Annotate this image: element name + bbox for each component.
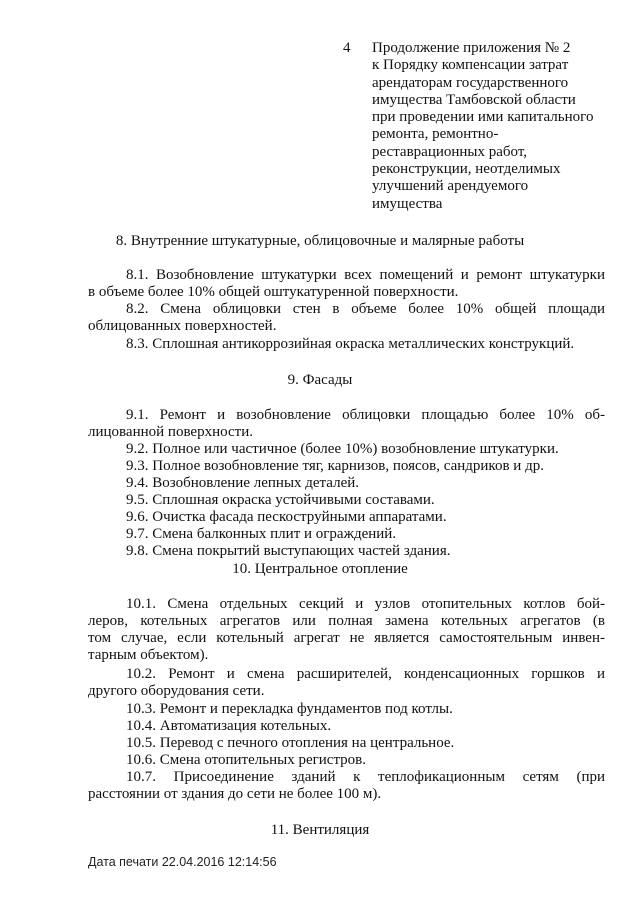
paragraph-9-1-line-2: лицованной поверхности. [88, 424, 253, 440]
paragraph-8-3: 8.3. Сплошная антикоррозийная окраска металлических конструкций. [126, 336, 575, 352]
paragraph-8-2-line-2: облицованных поверхностей. [88, 318, 277, 334]
paragraph-8-1 [88, 267, 605, 301]
header-line: реконструкции, неотделимых [372, 161, 561, 178]
header-line: имущества Тамбовской области [372, 91, 576, 108]
paragraph-10-7-line-1: 10.7. Присоединение зданий к теплофикационным сетям (при [126, 769, 605, 785]
paragraph-10-1-line-2: леров, котельных агрегатов или полная замена котельных агрегатов (в [88, 613, 605, 629]
paragraph-10-1-line-3: том случае, если котельный агрегат не является самостоятельным инвен- [88, 630, 605, 646]
appendix-header [372, 40, 622, 213]
paragraph-10-1 [88, 596, 605, 664]
paragraph-9-6: 9.6. Очистка фасада пескоструйными аппаратами. [126, 509, 447, 525]
paragraph-9-8: 9.8. Смена покрытий выступающих частей здания. [126, 543, 451, 559]
paragraph-8-2-line-1: 8.2. Смена облицовки стен в объеме более 10% общей площади [126, 301, 605, 317]
paragraph-9-1 [88, 407, 605, 441]
paragraph-9-1-line-1: 9.1. Ремонт и возобновление облицовки площадью более 10% об- [126, 407, 605, 423]
section-9-title: 9. Фасады [287, 372, 353, 388]
paragraph-10-1-line-4: тарным объектом). [88, 647, 209, 663]
paragraph-8-1-line-1: 8.1. Возобновление штукатурки всех помещений и ремонт штукатурки [126, 267, 605, 283]
paragraph-8-2 [88, 301, 605, 335]
header-line: улучшений арендуемого [372, 178, 529, 195]
paragraph-9-4: 9.4. Возобновление лепных деталей. [126, 475, 360, 491]
print-date-footer: Дата печати 22.04.2016 12:14:56 [88, 855, 277, 869]
paragraph-10-3: 10.3. Ремонт и перекладка фундаментов под котлы. [126, 701, 453, 717]
paragraph-10-5: 10.5. Перевод с печного отопления на центральное. [126, 735, 455, 751]
paragraph-9-5: 9.5. Сплошная окраска устойчивыми составами. [126, 492, 435, 508]
page-number: 4 [343, 40, 351, 56]
header-line: Продолжение приложения № 2 [372, 40, 571, 56]
header-line: при проведении ими капитального [372, 109, 594, 126]
paragraph-10-2-line-2: другого оборудования сети. [88, 683, 265, 699]
paragraph-9-2: 9.2. Полное или частичное (более 10%) возобновление штукатурки. [126, 441, 559, 457]
paragraph-10-2-line-1: 10.2. Ремонт и смена расширителей, конденсационных горшков и [126, 666, 605, 682]
header-line: имущества [372, 195, 443, 212]
section-8-title: 8. Внутренние штукатурные, облицовочные и малярные работы [115, 233, 525, 249]
paragraph-9-3: 9.3. Полное возобновление тяг, карнизов, поясов, сандриков и др. [126, 458, 544, 474]
header-line: реставрационных работ, [372, 143, 528, 160]
paragraph-9-7: 9.7. Смена балконных плит и ограждений. [126, 526, 397, 542]
paragraph-10-4: 10.4. Автоматизация котельных. [126, 718, 332, 734]
paragraph-10-7 [88, 769, 605, 803]
section-10-title: 10. Центральное отопление [232, 561, 408, 577]
paragraph-10-2 [88, 666, 605, 700]
paragraph-10-7-line-2: расстоянии от здания до сети не более 100 м). [88, 786, 382, 802]
header-line: к Порядку компенсации затрат [372, 57, 569, 74]
header-line: арендаторам государственного [372, 74, 569, 91]
section-11-title: 11. Вентиляция [270, 822, 370, 838]
paragraph-8-1-line-2: в объеме более 10% общей оштукатуренной поверхности. [88, 284, 459, 300]
header-line: ремонта, ремонтно- [372, 126, 499, 143]
paragraph-10-1-line-1: 10.1. Смена отдельных секций и узлов отопительных котлов бой- [126, 596, 605, 612]
paragraph-10-6: 10.6. Смена отопительных регистров. [126, 752, 367, 768]
